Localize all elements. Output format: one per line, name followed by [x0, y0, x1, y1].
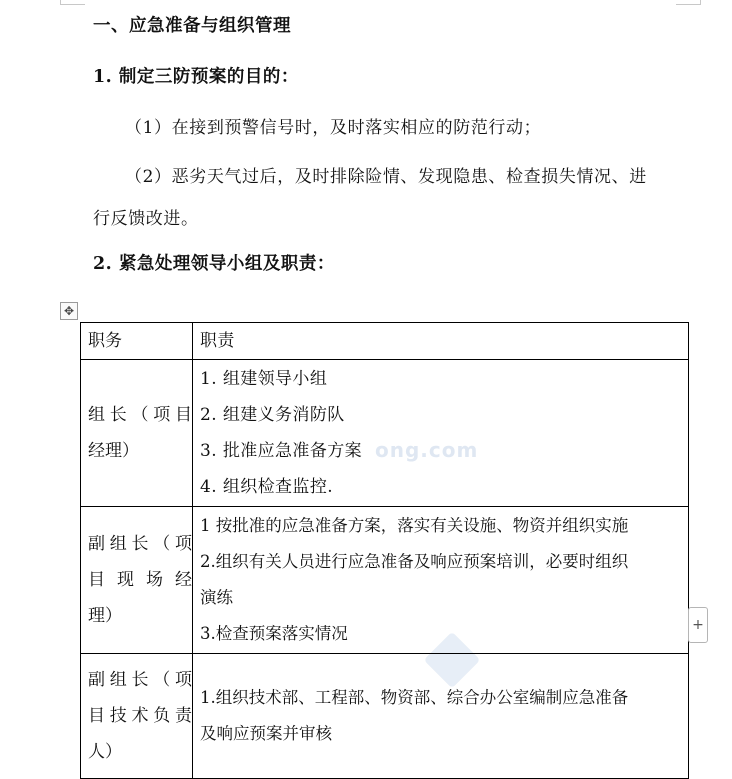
duty-line: 2.组织有关人员进行应急准备及响应预案培训，必要时组织	[200, 552, 629, 571]
role-line: 目技术负责	[88, 706, 192, 726]
item1-point-1: （1）在接到预警信号时，及时落实相应的防范行动；	[125, 118, 542, 138]
duty-cell	[193, 360, 689, 507]
role-line: 经理）	[88, 441, 139, 461]
duty-line: 2. 组建义务消防队	[200, 405, 345, 425]
item1-point-2-continued: 行反馈改进。	[93, 209, 199, 229]
duty-cell	[193, 654, 689, 779]
duty-line: 3. 批准应急准备方案	[200, 441, 363, 461]
role-line: 人）	[88, 742, 122, 762]
role-line: 副组长（项	[88, 534, 192, 554]
header-duty: 职责	[193, 323, 689, 360]
table-row	[81, 360, 689, 507]
role-line: 目 现 场 经	[88, 570, 192, 590]
watermark-text: ong.com	[375, 438, 479, 462]
page-corner-mark-right	[676, 0, 701, 5]
section-title: 一、应急准备与组织管理	[93, 16, 291, 36]
role-cell	[81, 507, 193, 654]
page-corner-mark-left	[60, 0, 85, 5]
table-row	[81, 654, 689, 779]
duty-line: 演练	[200, 588, 233, 607]
plus-icon: +	[692, 617, 704, 633]
duty-line: 1 按批准的应急准备方案，落实有关设施、物资并组织实施	[200, 516, 629, 535]
table-row	[81, 507, 689, 654]
role-cell	[81, 654, 193, 779]
table-add-row-button[interactable]	[688, 607, 708, 643]
item1-title: 1. 制定三防预案的目的：	[93, 67, 299, 87]
table-header-row	[81, 323, 689, 360]
role-line: 组长（项目	[88, 405, 192, 425]
header-role: 职务	[81, 323, 193, 360]
move-icon: ✥	[63, 304, 75, 318]
role-line: 副组长（项	[88, 670, 192, 690]
role-line: 理）	[88, 606, 122, 626]
duty-line: 及响应预案并审核	[200, 724, 332, 743]
duty-line: 1.组织技术部、工程部、物资部、综合办公室编制应急准备	[200, 688, 629, 707]
duty-line: 1. 组建领导小组	[200, 369, 328, 389]
table-move-handle[interactable]	[60, 302, 78, 320]
item1-point-2: （2）恶劣天气过后，及时排除险情、发现隐患、检查损失情况、进	[125, 167, 647, 187]
duty-table	[80, 322, 689, 779]
role-cell	[81, 360, 193, 507]
item2-title: 2. 紧急处理领导小组及职责：	[93, 254, 335, 274]
duty-cell	[193, 507, 689, 654]
duty-line: 4. 组织检查监控.	[200, 477, 334, 497]
duty-line: 3.检查预案落实情况	[200, 624, 348, 643]
